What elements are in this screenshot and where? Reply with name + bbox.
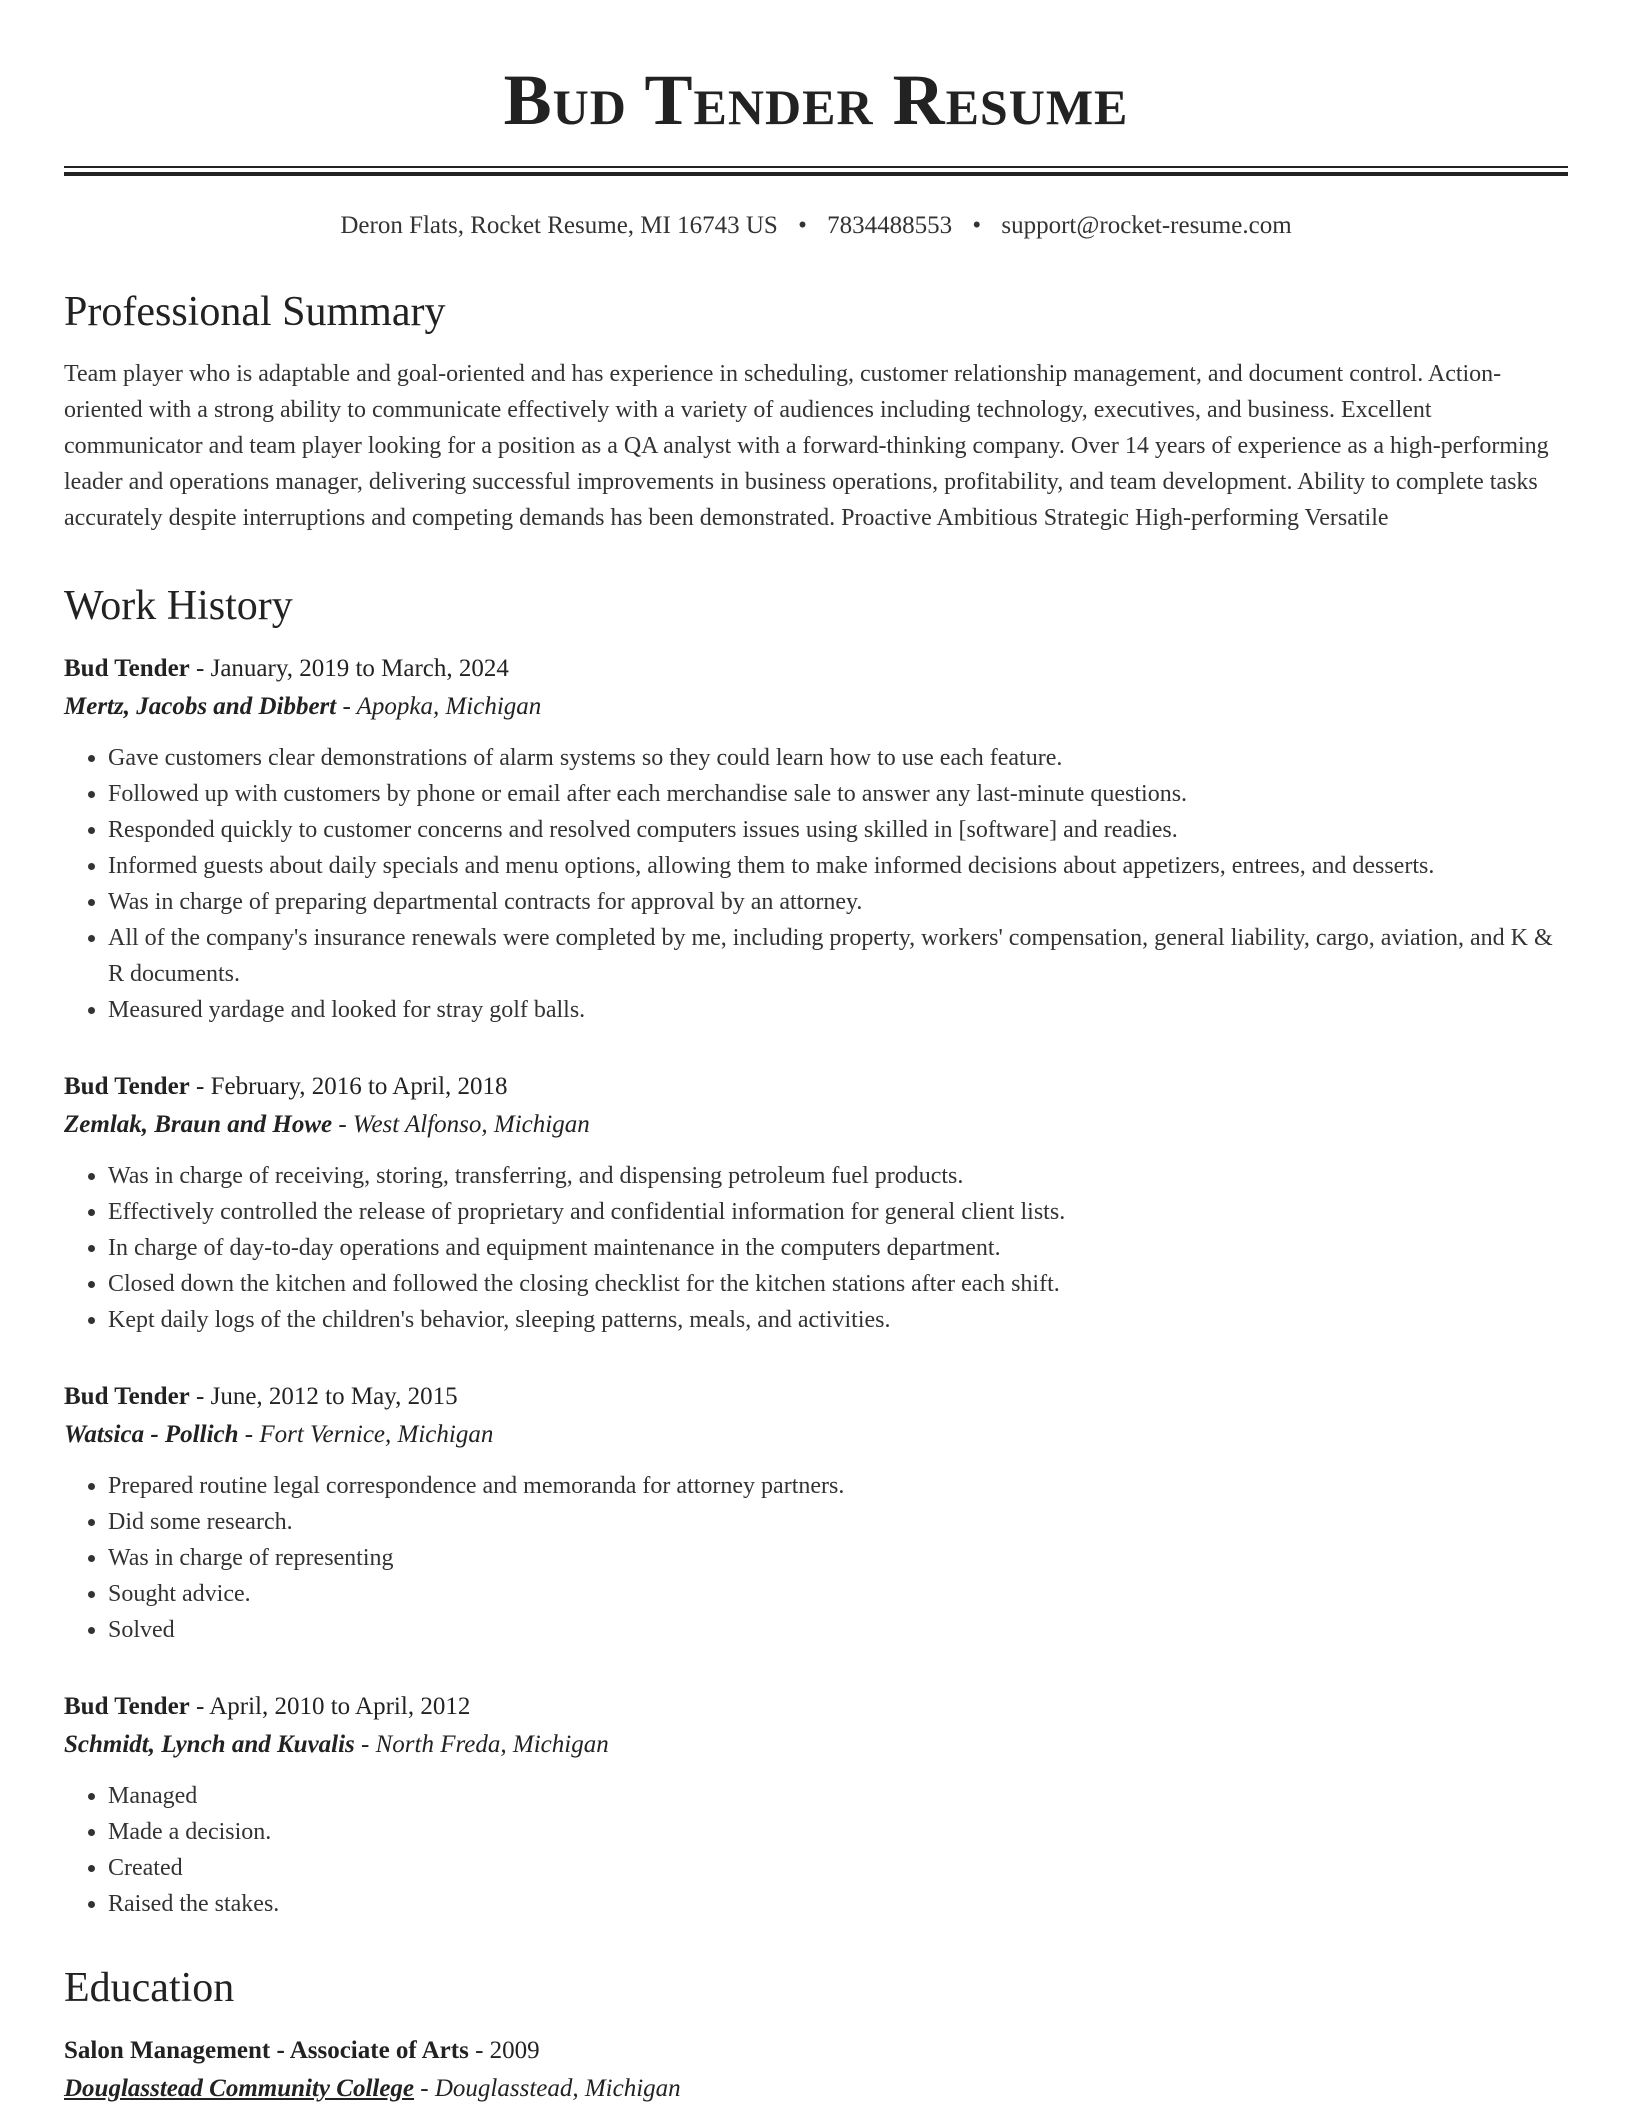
job-dates: - April, 2010 to April, 2012 xyxy=(189,1693,471,1720)
education-year: - 2009 xyxy=(468,2037,540,2064)
contact-separator: • xyxy=(972,212,982,239)
summary-text: Team player who is adaptable and goal-oriented and has experience in scheduling, customer relationship management, and document control. Action-oriented with a strong ability to communicate effectively with a variety of audiences including technology, executives, and business. Excellent communicator and team player looking for a position as a QA analyst with a forward-thinking company. Over 14 years of experience as a high-performing leader and operations manager, delivering successful improvements in business operations, profitability, and team development. Ability to complete tasks accurately despite interruptions and competing demands has been demonstrated. Proactive Ambitious Strategic High-performing Versatile xyxy=(64,361,1549,531)
job-location: - West Alfonso, Michigan xyxy=(332,1111,590,1138)
job-bullet-item: • Kept daily logs of the children's behavior, sleeping patterns, meals, and activities. xyxy=(108,1302,1568,1338)
job-title-line xyxy=(64,1688,1568,1726)
job-company-line xyxy=(64,688,1568,726)
job-title: Bud Tender xyxy=(64,655,190,682)
job-bullet-item: • Closed down the kitchen and followed the closing checklist for the kitchen stations after each shift. xyxy=(108,1266,1568,1302)
job-company: Mertz, Jacobs and Dibbert xyxy=(64,693,337,720)
job-bullet-item: • Prepared routine legal correspondence and memoranda for attorney partners. xyxy=(108,1468,1568,1504)
job-dates: - January, 2019 to March, 2024 xyxy=(189,655,509,682)
job-bullet-item: • Managed xyxy=(108,1778,1568,1814)
job-entry xyxy=(64,650,1568,1028)
contact-line xyxy=(64,210,1568,242)
job-bullet-list xyxy=(64,1778,1568,1922)
education-school-line xyxy=(64,2070,1568,2108)
contact-email: support@rocket-resume.com xyxy=(1001,212,1292,239)
job-bullet-list xyxy=(64,1468,1568,1648)
contact-phone: 7834488553 xyxy=(827,212,953,239)
job-location: - Apopka, Michigan xyxy=(336,693,542,720)
job-company: Watsica - Pollich xyxy=(64,1421,239,1448)
job-bullet-item: • Followed up with customers by phone or email after each merchandise sale to answer any last-minute questions. xyxy=(108,776,1568,812)
job-location: - Fort Vernice, Michigan xyxy=(238,1421,494,1448)
job-title: Bud Tender xyxy=(64,1073,190,1100)
job-location: - North Freda, Michigan xyxy=(354,1731,609,1758)
education-degree: Salon Management - Associate of Arts xyxy=(64,2037,469,2064)
education-degree-line xyxy=(64,2032,1568,2070)
education-location: - Douglasstead, Michigan xyxy=(414,2075,681,2102)
work-history-list xyxy=(64,650,1568,1922)
job-dates: - February, 2016 to April, 2018 xyxy=(189,1073,508,1100)
job-bullet-item: • All of the company's insurance renewals were completed by me, including property, workers' compensation, general liability, cargo, aviation, and K & R documents. xyxy=(108,920,1568,992)
job-entry xyxy=(64,1378,1568,1648)
job-bullet-item: • Did some research. xyxy=(108,1504,1568,1540)
title-double-rule xyxy=(64,166,1568,176)
job-title: Bud Tender xyxy=(64,1383,190,1410)
job-company: Schmidt, Lynch and Kuvalis xyxy=(64,1731,355,1758)
section-heading-education: Education xyxy=(64,1965,235,2011)
job-bullet-item: • Informed guests about daily specials and menu options, allowing them to make informed decisions about appetizers, entrees, and desserts. xyxy=(108,848,1568,884)
job-title-line xyxy=(64,1068,1568,1106)
job-bullet-item: • Was in charge of receiving, storing, transferring, and dispensing petroleum fuel products. xyxy=(108,1158,1568,1194)
job-company-line xyxy=(64,1726,1568,1764)
job-title-line xyxy=(64,1378,1568,1416)
education-school: Douglasstead Community College xyxy=(64,2075,415,2102)
job-company-line xyxy=(64,1106,1568,1144)
job-bullet-item: • Made a decision. xyxy=(108,1814,1568,1850)
section-heading-work-history: Work History xyxy=(64,583,293,629)
job-bullet-item: • Gave customers clear demonstrations of alarm systems so they could learn how to use each feature. xyxy=(108,740,1568,776)
job-bullet-item: • Solved xyxy=(108,1612,1568,1648)
job-bullet-item: • In charge of day-to-day operations and equipment maintenance in the computers department. xyxy=(108,1230,1568,1266)
job-title-line xyxy=(64,650,1568,688)
job-bullet-list xyxy=(64,740,1568,1028)
job-title: Bud Tender xyxy=(64,1693,190,1720)
job-company: Zemlak, Braun and Howe xyxy=(64,1111,333,1138)
job-dates: - June, 2012 to May, 2015 xyxy=(189,1383,458,1410)
contact-separator: • xyxy=(798,212,807,239)
job-entry xyxy=(64,1068,1568,1338)
job-bullet-item: • Raised the stakes. xyxy=(108,1886,1568,1922)
job-bullet-item: • Was in charge of representing xyxy=(108,1540,1568,1576)
job-bullet-item: • Measured yardage and looked for stray golf balls. xyxy=(108,992,1568,1028)
job-bullet-item: • Effectively controlled the release of proprietary and confidential information for general client lists. xyxy=(108,1194,1568,1230)
job-company-line xyxy=(64,1416,1568,1454)
job-bullet-list xyxy=(64,1158,1568,1338)
job-bullet-item: • Was in charge of preparing departmental contracts for approval by an attorney. xyxy=(108,884,1568,920)
job-entry xyxy=(64,1688,1568,1922)
job-bullet-item: • Responded quickly to customer concerns and resolved computers issues using skilled in [software] and readies. xyxy=(108,812,1568,848)
resume-title: Bud Tender Resume xyxy=(503,60,1129,140)
job-bullet-item: • Created xyxy=(108,1850,1568,1886)
contact-address: Deron Flats, Rocket Resume, MI 16743 US xyxy=(340,212,778,239)
section-heading-summary: Professional Summary xyxy=(64,289,446,335)
job-bullet-item: • Sought advice. xyxy=(108,1576,1568,1612)
